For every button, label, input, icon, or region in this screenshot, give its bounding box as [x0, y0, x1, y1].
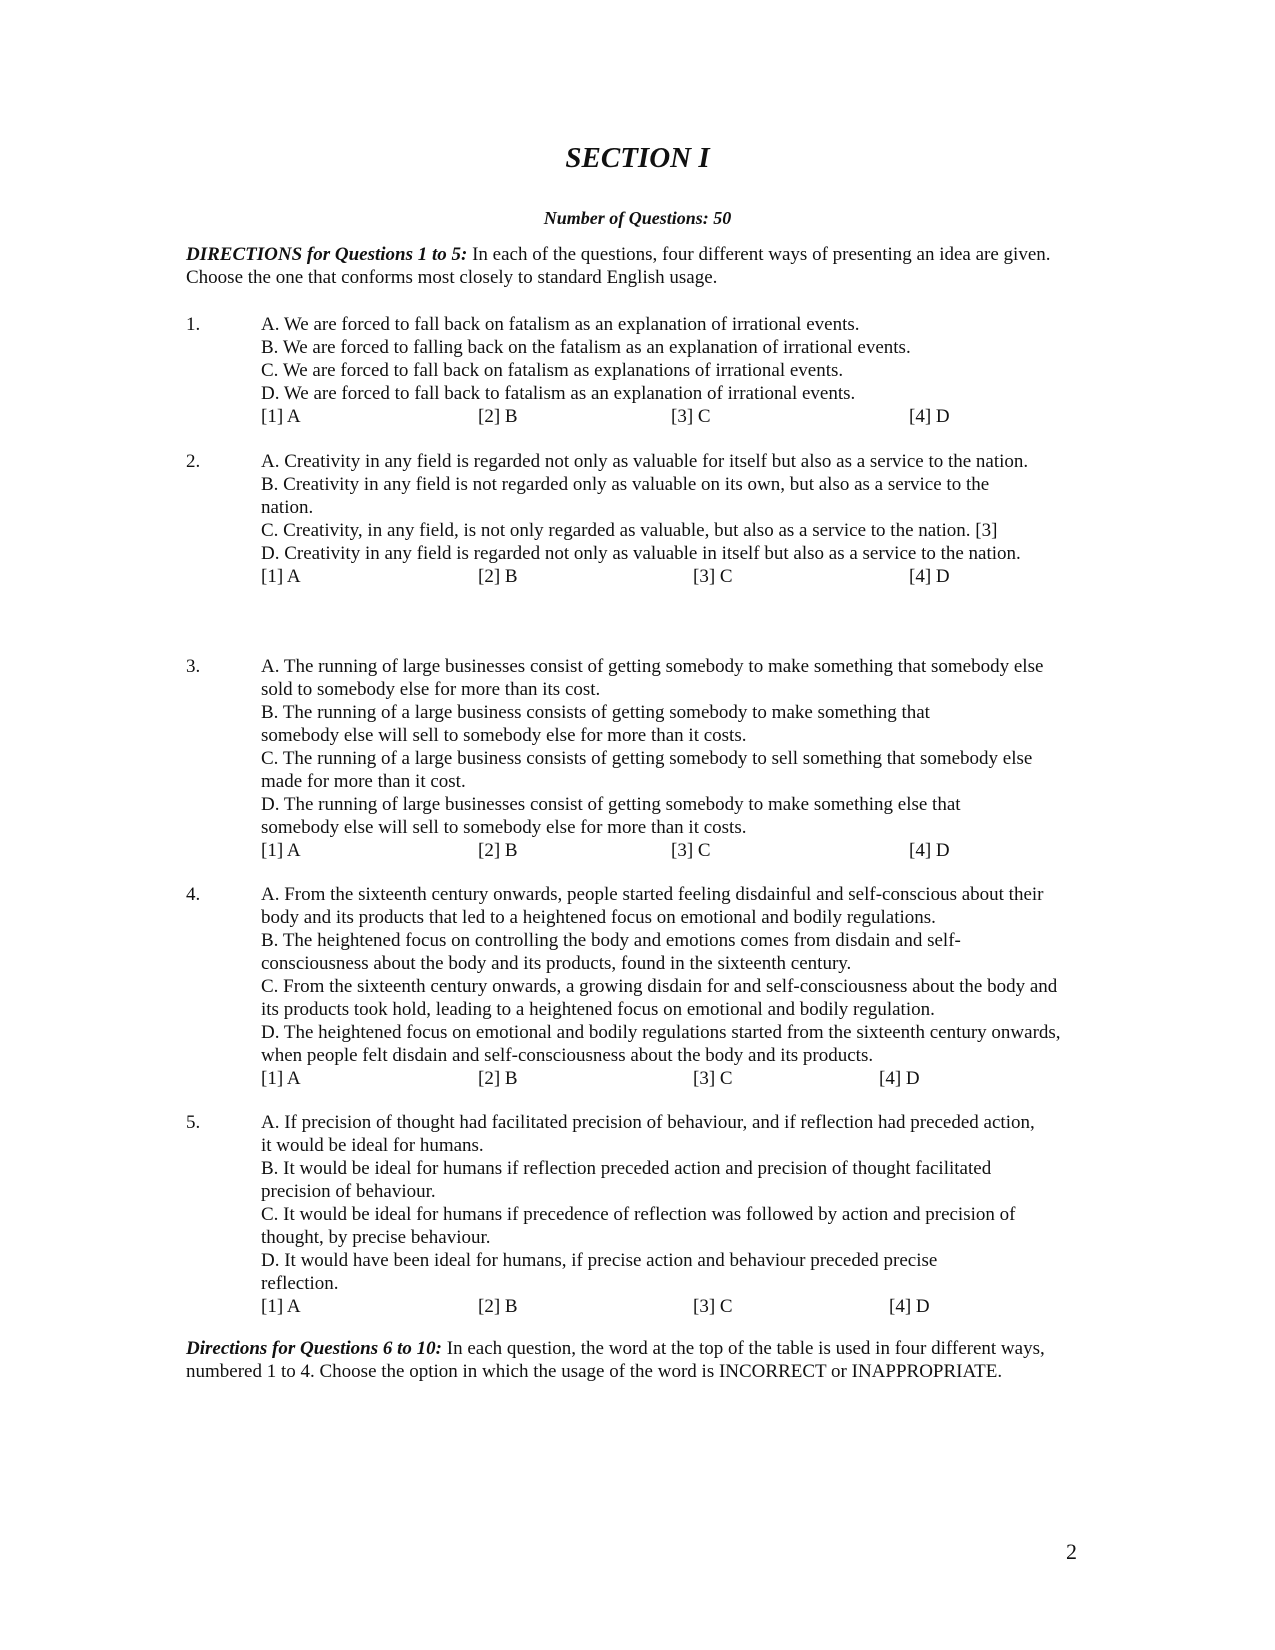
directions-questions-6-10: [186, 1337, 1056, 1383]
answer-option-2[interactable]: [2] B: [478, 840, 518, 861]
answer-option-1[interactable]: [1] A: [261, 1296, 301, 1317]
answer-option-1[interactable]: [1] A: [261, 1068, 301, 1089]
question-number: 5.: [186, 1112, 201, 1133]
answer-option-3[interactable]: [3] C: [693, 1068, 733, 1089]
choice-c: C. Creativity, in any field, is not only regarded as valuable, but also as a service to the nation. [3]: [261, 520, 998, 541]
question-number: 4.: [186, 884, 201, 905]
answer-option-3[interactable]: [3] C: [693, 1296, 733, 1317]
directions-label: DIRECTIONS for Questions 1 to 5:: [186, 244, 468, 265]
choice-b: B. The running of a large business consists of getting somebody to make something that somebody else will sell to somebody else for more than it costs.: [261, 702, 930, 746]
section-title: SECTION I: [565, 142, 710, 174]
choice-a: A. If precision of thought had facilitated precision of behaviour, and if reflection had preceded action, it would be ideal for humans.: [261, 1112, 1035, 1156]
choice-d: D. We are forced to fall back to fatalism as an explanation of irrational events.: [261, 383, 856, 404]
answer-option-2[interactable]: [2] B: [478, 1068, 518, 1089]
answer-options: [261, 405, 1021, 428]
choice-d: D. The heightened focus on emotional and bodily regulations started from the sixteenth century onwards, when people felt disdain and self-consciousness about the body and its products.: [261, 1022, 1061, 1066]
choice-c: C. From the sixteenth century onwards, a growing disdain for and self-consciousness about the body and its products took hold, leading to a heightened focus on emotional and bodily regulation.: [261, 976, 1058, 1020]
question-number: 1.: [186, 314, 201, 335]
answer-options: [261, 565, 1031, 588]
choice-a: A. The running of large businesses consist of getting somebody to make something that somebody else sold to somebody else for more than its cost.: [261, 656, 1044, 700]
answer-option-2[interactable]: [2] B: [478, 566, 518, 587]
choice-d: D. Creativity in any field is regarded not only as valuable in itself but also as a service to the nation.: [261, 543, 1021, 564]
choice-a: A. From the sixteenth century onwards, people started feeling disdainful and self-conscious about their body and its products that led to a heightened focus on emotional and bodily regulations.: [261, 884, 1044, 928]
answer-option-1[interactable]: [1] A: [261, 566, 301, 587]
answer-option-3[interactable]: [3] C: [693, 566, 733, 587]
choice-b: B. It would be ideal for humans if reflection preceded action and precision of thought facilitated precision of behaviour.: [261, 1158, 992, 1202]
answer-options: [261, 839, 1061, 862]
choice-b: B. Creativity in any field is not regarded only as valuable on its own, but also as a service to the nation.: [261, 474, 990, 518]
answer-option-3[interactable]: [3] C: [671, 406, 711, 427]
directions-questions-1-5: [186, 243, 1086, 289]
choice-c: C. The running of a large business consists of getting somebody to sell something that somebody else made for more than it cost.: [261, 748, 1033, 792]
answer-option-1[interactable]: [1] A: [261, 406, 301, 427]
question-number: 3.: [186, 656, 201, 677]
choice-d: D. It would have been ideal for humans, if precise action and behaviour preceded precise reflection.: [261, 1250, 938, 1294]
page-number: 2: [1066, 1539, 1077, 1564]
answer-option-2[interactable]: [2] B: [478, 1296, 518, 1317]
answer-option-1[interactable]: [1] A: [261, 840, 301, 861]
choice-c: C. We are forced to fall back on fatalism as explanations of irrational events.: [261, 360, 844, 381]
question-number: 2.: [186, 451, 201, 472]
answer-option-4[interactable]: [4] D: [889, 1296, 930, 1317]
directions-label: Directions for Questions 6 to 10:: [186, 1338, 442, 1359]
question-count-subtitle: Number of Questions: 50: [543, 208, 732, 228]
choice-c: C. It would be ideal for humans if precedence of reflection was followed by action and precision of thought, by precise behaviour.: [261, 1204, 1016, 1248]
choice-a: A. Creativity in any field is regarded not only as valuable for itself but also as a service to the nation.: [261, 451, 1029, 472]
answer-option-4[interactable]: [4] D: [909, 840, 950, 861]
answer-option-4[interactable]: [4] D: [909, 406, 950, 427]
directions-text: In each question, the word at the top of the table is used in four different ways, numbered 1 to 4. Choose the option in which the usage of the word is INCORRECT or INAPPROPRIATE.: [186, 1338, 1045, 1382]
answer-options: [261, 1295, 1036, 1318]
answer-option-4[interactable]: [4] D: [909, 566, 950, 587]
answer-option-2[interactable]: [2] B: [478, 406, 518, 427]
choice-d: D. The running of large businesses consist of getting somebody to make something else that somebody else will sell to somebody else for more than it costs.: [261, 794, 961, 838]
answer-option-3[interactable]: [3] C: [671, 840, 711, 861]
answer-options: [261, 1067, 1061, 1090]
choice-b: B. We are forced to falling back on the fatalism as an explanation of irrational events.: [261, 337, 911, 358]
choice-a: A. We are forced to fall back on fatalism as an explanation of irrational events.: [261, 314, 860, 335]
answer-option-4[interactable]: [4] D: [879, 1068, 920, 1089]
choice-b: B. The heightened focus on controlling the body and emotions comes from disdain and self-consciousness about the body and its products, found in the sixteenth century.: [261, 930, 961, 974]
directions-text: In each of the questions, four different ways of presenting an idea are given. Choose the one that conforms most closely to standard English usage.: [186, 244, 1051, 288]
